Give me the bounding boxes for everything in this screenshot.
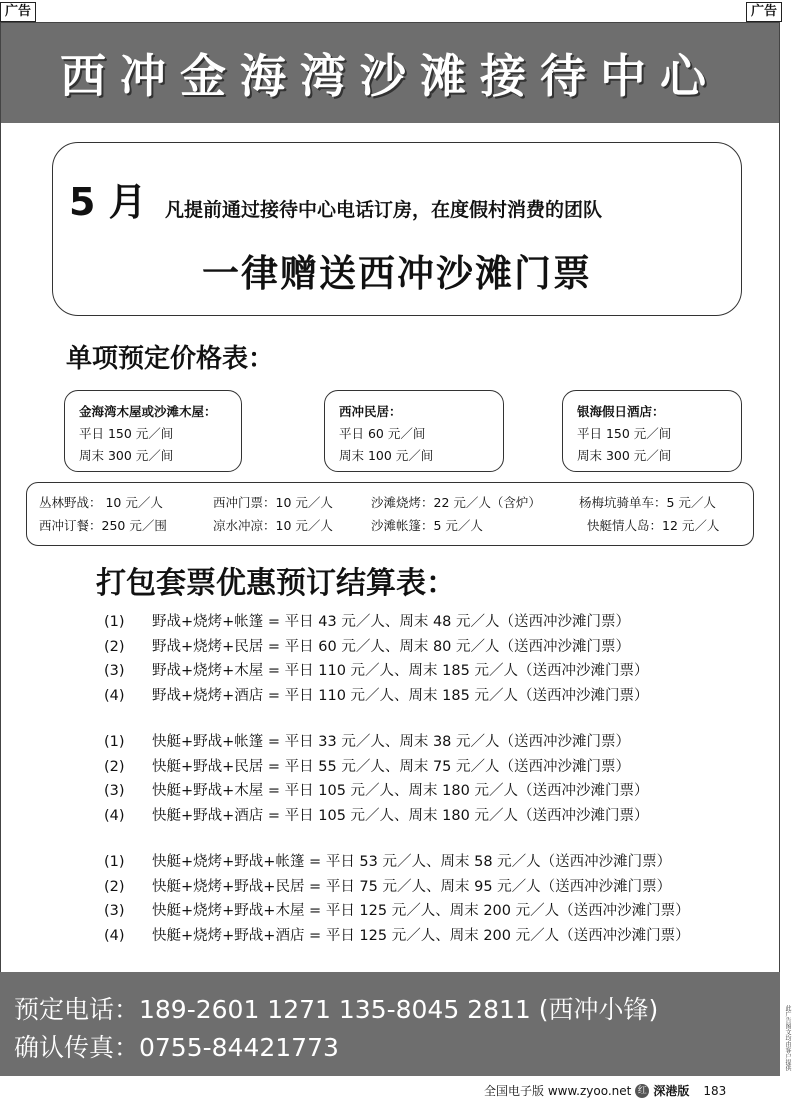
ad-label-left: 广告: [0, 2, 36, 22]
extra-item: 快艇情人岛：12 元／人: [587, 518, 720, 533]
package-number: (2): [104, 638, 125, 655]
lodging-name: 银海假日酒店：: [577, 404, 665, 419]
lodging-card-homestay: [324, 390, 504, 472]
package-detail: 快艇+烧烤+野战+民居 = 平日 75 元／人、周末 95 元／人（送西冲沙滩门票）: [152, 878, 672, 895]
promo-box: [52, 142, 742, 316]
ad-label-right: 广告: [746, 2, 782, 22]
package-row: [104, 850, 690, 875]
package-row: [104, 924, 690, 949]
page-credit: [484, 1082, 726, 1099]
package-number: (2): [104, 758, 125, 775]
package-number: (4): [104, 807, 125, 824]
extra-item: 凉水冲凉：10 元／人: [213, 518, 333, 533]
lodging-weekend-price: 周末 300 元／间: [79, 448, 174, 463]
promo-month: 5 月: [69, 180, 147, 224]
red-seal-icon: 红: [635, 1084, 649, 1098]
package-row: [104, 899, 690, 924]
booking-phone: 预定电话：189-2601 1271 135-8045 2811 (西冲小锋): [14, 995, 659, 1024]
package-detail: 快艇+烧烤+野战+酒店 = 平日 125 元／人、周末 200 元／人（送西冲沙滩门票）: [152, 927, 690, 944]
package-number: (1): [104, 854, 125, 870]
package-detail: 野战+烧烤+酒店 = 平日 110 元／人、周末 185 元／人（送西冲沙滩门票）: [152, 687, 649, 704]
package-row: [104, 635, 690, 660]
package-number: (1): [104, 734, 125, 750]
package-group-speedboat-bbq: [104, 850, 690, 948]
extras-price-box: [26, 482, 754, 546]
package-number: (1): [104, 614, 125, 630]
extra-item: 沙滩烧烤：22 元／人（含炉）: [371, 495, 541, 510]
title-banner: [1, 23, 779, 123]
package-number: (3): [104, 663, 125, 679]
package-number: (4): [104, 927, 125, 944]
promo-description: 凡提前通过接待中心电话订房，在度假村消费的团队: [165, 199, 603, 221]
side-disclaimer: 此广告图文均由客户提供: [784, 1005, 791, 1071]
package-detail: 野战+烧烤+民居 = 平日 60 元／人、周末 80 元／人（送西冲沙滩门票）: [152, 638, 631, 655]
package-detail: 快艇+野战+木屋 = 平日 105 元／人、周末 180 元／人（送西冲沙滩门票）: [152, 783, 649, 799]
extra-item: 西冲门票：10 元／人: [213, 495, 333, 510]
banner-title: 西冲金海湾沙滩接待中心: [60, 49, 720, 103]
package-row: [104, 610, 690, 635]
package-detail: 快艇+野战+酒店 = 平日 105 元／人、周末 180 元／人（送西冲沙滩门票）: [152, 807, 649, 824]
package-row: [104, 804, 690, 829]
lodging-card-hotel: [562, 390, 742, 472]
package-detail: 快艇+烧烤+野战+帐篷 = 平日 53 元／人、周末 58 元／人（送西冲沙滩门票）: [152, 854, 672, 870]
package-detail: 快艇+野战+民居 = 平日 55 元／人、周末 75 元／人（送西冲沙滩门票）: [152, 758, 631, 775]
extra-item: 沙滩帐篷：5 元／人: [371, 518, 483, 533]
extra-item: 西冲订餐：250 元／围: [39, 518, 167, 533]
package-group-speedboat: [104, 730, 690, 828]
promo-headline: 一律赠送西冲沙滩门票: [202, 252, 592, 295]
confirm-fax: 确认传真：0755-84421773: [14, 1033, 339, 1062]
lodging-card-wooden-house: [64, 390, 242, 472]
lodging-weekend-price: 周末 300 元／间: [577, 448, 672, 463]
page-number: 183: [703, 1083, 727, 1098]
lodging-name: 金海湾木屋或沙滩木屋：: [79, 404, 217, 419]
package-row: [104, 779, 690, 804]
package-detail: 快艇+野战+帐篷 = 平日 33 元／人、周末 38 元／人（送西冲沙滩门票）: [152, 734, 631, 750]
package-row: [104, 684, 690, 709]
package-detail: 快艇+烧烤+野战+木屋 = 平日 125 元／人、周末 200 元／人（送西冲沙滩门票）: [152, 903, 690, 919]
package-row: [104, 730, 690, 755]
package-group-field-war: [104, 610, 690, 708]
edition-label: 深港版: [653, 1084, 690, 1098]
lodging-weekday-price: 平日 60 元／间: [339, 426, 426, 441]
package-number: (3): [104, 783, 125, 799]
extra-item: 杨梅坑骑单车：5 元／人: [579, 495, 716, 510]
package-table-title: 打包套票优惠预订结算表：: [96, 566, 456, 601]
price-table-title: 单项预定价格表：: [66, 344, 275, 374]
package-number: (2): [104, 878, 125, 895]
package-row: [104, 875, 690, 900]
lodging-weekday-price: 平日 150 元／间: [79, 426, 174, 441]
package-number: (3): [104, 903, 125, 919]
package-row: [104, 755, 690, 780]
lodging-name: 西冲民居：: [339, 404, 402, 419]
extra-item: 丛林野战： 10 元／人: [39, 495, 163, 510]
package-detail: 野战+烧烤+木屋 = 平日 110 元／人、周末 185 元／人（送西冲沙滩门票）: [152, 663, 649, 679]
package-row: [104, 659, 690, 684]
lodging-weekend-price: 周末 100 元／间: [339, 448, 434, 463]
package-list: [104, 610, 690, 970]
lodging-weekday-price: 平日 150 元／间: [577, 426, 672, 441]
credit-label: 全国电子版 www.zyoo.net: [484, 1084, 632, 1098]
package-number: (4): [104, 687, 125, 704]
package-detail: 野战+烧烤+帐篷 = 平日 43 元／人、周末 48 元／人（送西冲沙滩门票）: [152, 614, 631, 630]
